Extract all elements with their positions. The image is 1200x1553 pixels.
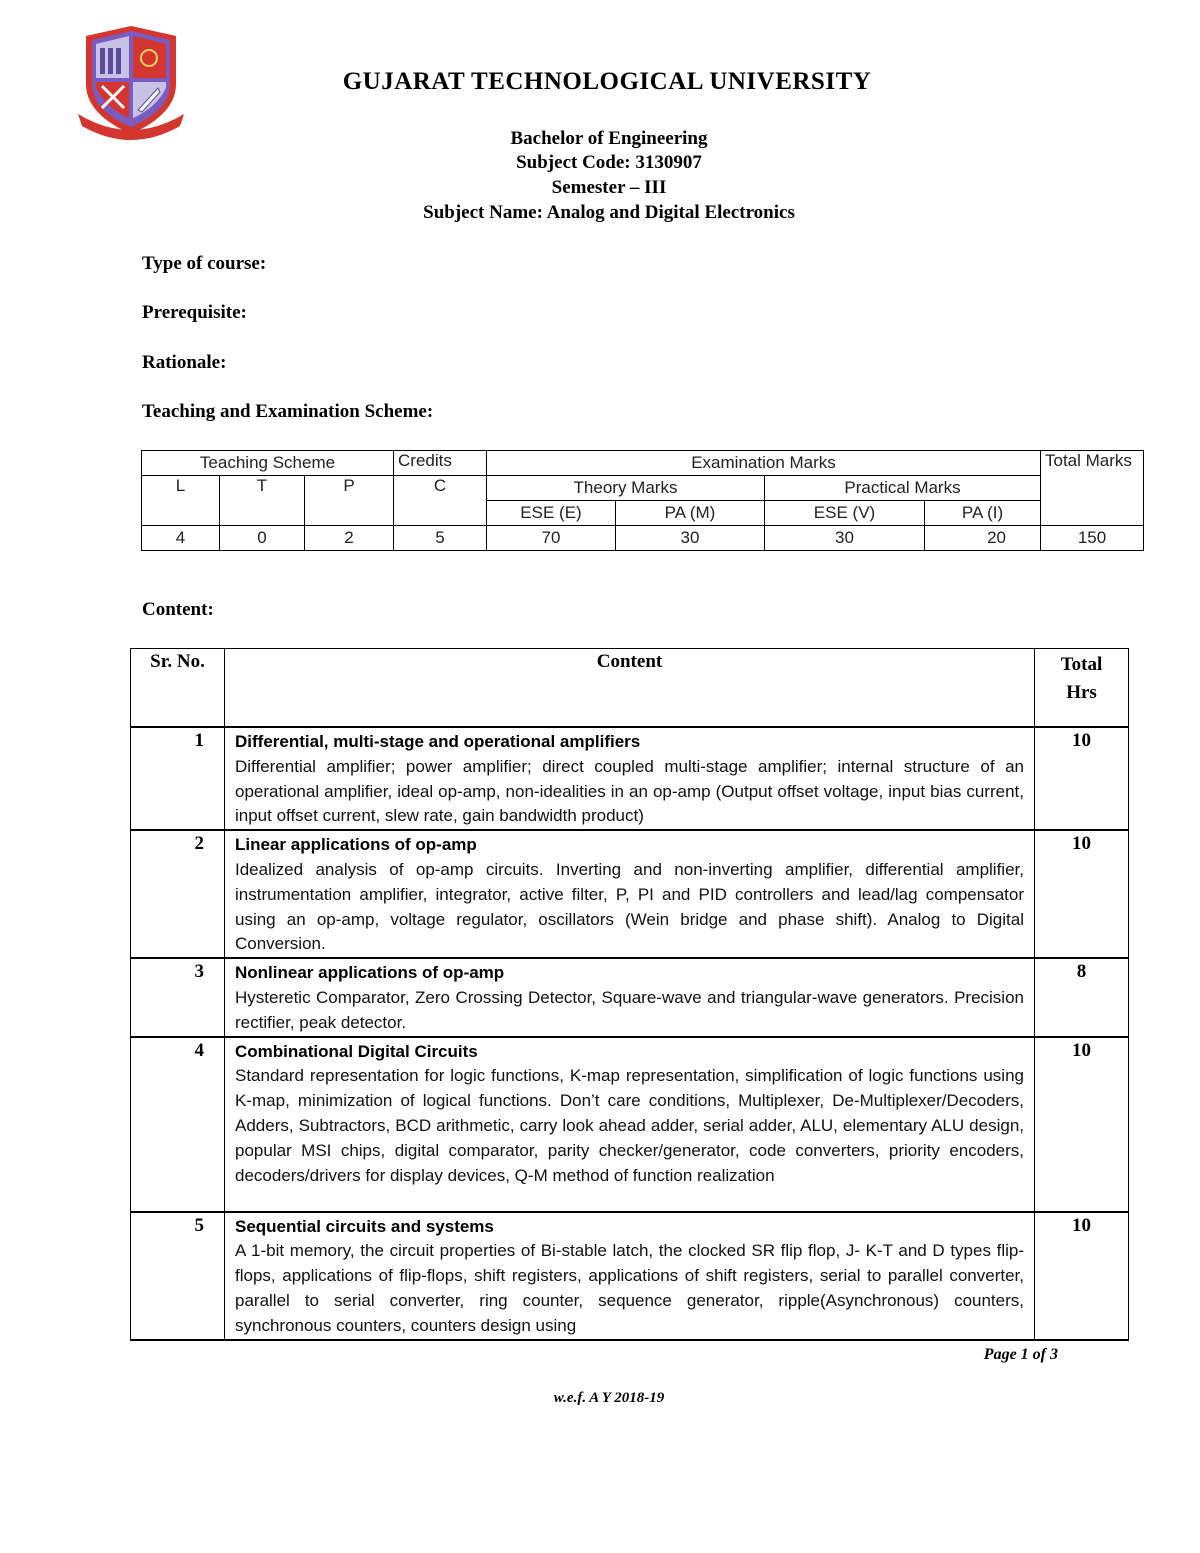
row-content [225, 727, 1035, 830]
effective-year: w.e.f. A Y 2018-19 [553, 1390, 665, 1406]
ese-v-header: ESE (V) [765, 501, 925, 526]
row-content [225, 958, 1035, 1036]
scheme-table [141, 450, 1144, 551]
table-row [131, 1037, 1129, 1212]
row-title: Combinational Digital Circuits [235, 1041, 478, 1061]
row-text: Idealized analysis of op-amp circuits. Inverting and non-inverting amplifier, differential amplifier, instrumentation amplifier, integrator, active filter, P, PI and PID controllers and lead/lag compensator using an op-amp, voltage regulator, oscillators (Wein bridge and phase shift). Analog to Digital Conversion. [235, 859, 1024, 954]
theory-marks-header: Theory Marks [487, 476, 765, 501]
content-label: Content: [142, 599, 214, 620]
ese-e-value: 70 [487, 526, 616, 551]
row-title: Sequential circuits and systems [235, 1216, 494, 1236]
total-value: 150 [1041, 526, 1144, 551]
row-title: Linear applications of op-amp [235, 835, 477, 855]
t-header: T [220, 476, 305, 526]
row-hrs: 8 [1035, 958, 1129, 1036]
table-row [131, 1212, 1129, 1340]
subject-code: Subject Code: 3130907 [516, 152, 702, 173]
ese-e-header: ESE (E) [487, 501, 616, 526]
t-value: 0 [220, 526, 305, 551]
table-row [131, 958, 1129, 1036]
practical-marks-header: Practical Marks [765, 476, 1041, 501]
total-hrs-header-line1: Total [1060, 654, 1103, 675]
row-sr-no: 2 [131, 830, 225, 958]
semester: Semester – III [551, 177, 667, 198]
teaching-scheme-header: Teaching Scheme [142, 451, 394, 476]
row-sr-no: 3 [131, 958, 225, 1036]
row-content [225, 830, 1035, 958]
row-content [225, 1037, 1035, 1212]
row-text: Standard representation for logic functions, K-map representation, simplification of logic functions using K-map, minimization of logical functions. Don’t care conditions, Multiplexer, De-Multiplexer/Decoders, Adders, Subtractors, BCD arithmetic, carry look ahead adder, serial adder, ALU, elementary ALU design, popular MSI chips, digital comparator, parity checker/generator, code converters, priority encoders, decoders/drivers for display devices, Q-M method of function realization [235, 1066, 1024, 1185]
row-hrs: 10 [1035, 1037, 1129, 1212]
examination-marks-header: Examination Marks [487, 451, 1041, 476]
sr-no-header: Sr. No. [131, 649, 225, 728]
table-row [131, 830, 1129, 958]
row-title: Nonlinear applications of op-amp [235, 963, 505, 983]
row-sr-no: 4 [131, 1037, 225, 1212]
c-header: C [394, 476, 487, 526]
content-header: Content [225, 649, 1035, 728]
pa-m-value: 30 [616, 526, 765, 551]
prerequisite-label: Prerequisite: [142, 302, 247, 323]
row-title: Differential, multi-stage and operational amplifiers [235, 732, 641, 751]
university-title: GUJARAT TECHNOLOGICAL UNIVERSITY [342, 68, 872, 95]
pa-i-value: 20 [925, 526, 1041, 551]
content-table [130, 648, 1129, 1341]
ese-v-value: 30 [765, 526, 925, 551]
rationale-label: Rationale: [142, 352, 227, 373]
l-header: L [142, 476, 220, 526]
subject-name: Subject Name: Analog and Digital Electronics [423, 202, 795, 223]
degree: Bachelor of Engineering [510, 128, 708, 149]
credits-header: Credits [394, 451, 487, 476]
pa-i-header: PA (I) [925, 501, 1041, 526]
p-value: 2 [305, 526, 394, 551]
row-content [225, 1212, 1035, 1340]
row-hrs: 10 [1035, 1212, 1129, 1340]
row-sr-no: 1 [131, 727, 225, 830]
row-hrs: 10 [1035, 727, 1129, 830]
row-sr-no: 5 [131, 1212, 225, 1340]
type-of-course-label: Type of course: [142, 253, 267, 274]
row-text: Differential amplifier; power amplifier; direct coupled multi-stage amplifier; internal structure of an operational amplifier, ideal op-amp, non-idealities in an op-amp (Output offset voltage, input bias current, input offset current, slew rate, gain bandwidth product) [235, 756, 1024, 826]
table-row [131, 727, 1129, 830]
p-header: P [305, 476, 394, 526]
row-text: Hysteretic Comparator, Zero Crossing Detector, Square-wave and triangular-wave generators. Precision rectifier, peak detector. [235, 987, 1024, 1032]
row-hrs: 10 [1035, 830, 1129, 958]
pa-m-header: PA (M) [616, 501, 765, 526]
total-marks-header: Total Marks [1041, 451, 1144, 526]
total-hrs-header-line2: Hrs [1066, 682, 1097, 703]
c-value: 5 [394, 526, 487, 551]
page-number: Page 1 of 3 [983, 1346, 1058, 1363]
l-value: 4 [142, 526, 220, 551]
teaching-scheme-label: Teaching and Examination Scheme: [142, 401, 434, 422]
row-text: A 1-bit memory, the circuit properties of Bi-stable latch, the clocked SR flip flop, J- K-T and D types flip-flops, applications of flip-flops, shift registers, applications of shift registers, serial to parallel converter, parallel to serial converter, ring counter, sequence generator, ripple(Asynchronous) counters, synchronous counters, counters design using [235, 1241, 1024, 1335]
total-hrs-header [1035, 649, 1129, 728]
